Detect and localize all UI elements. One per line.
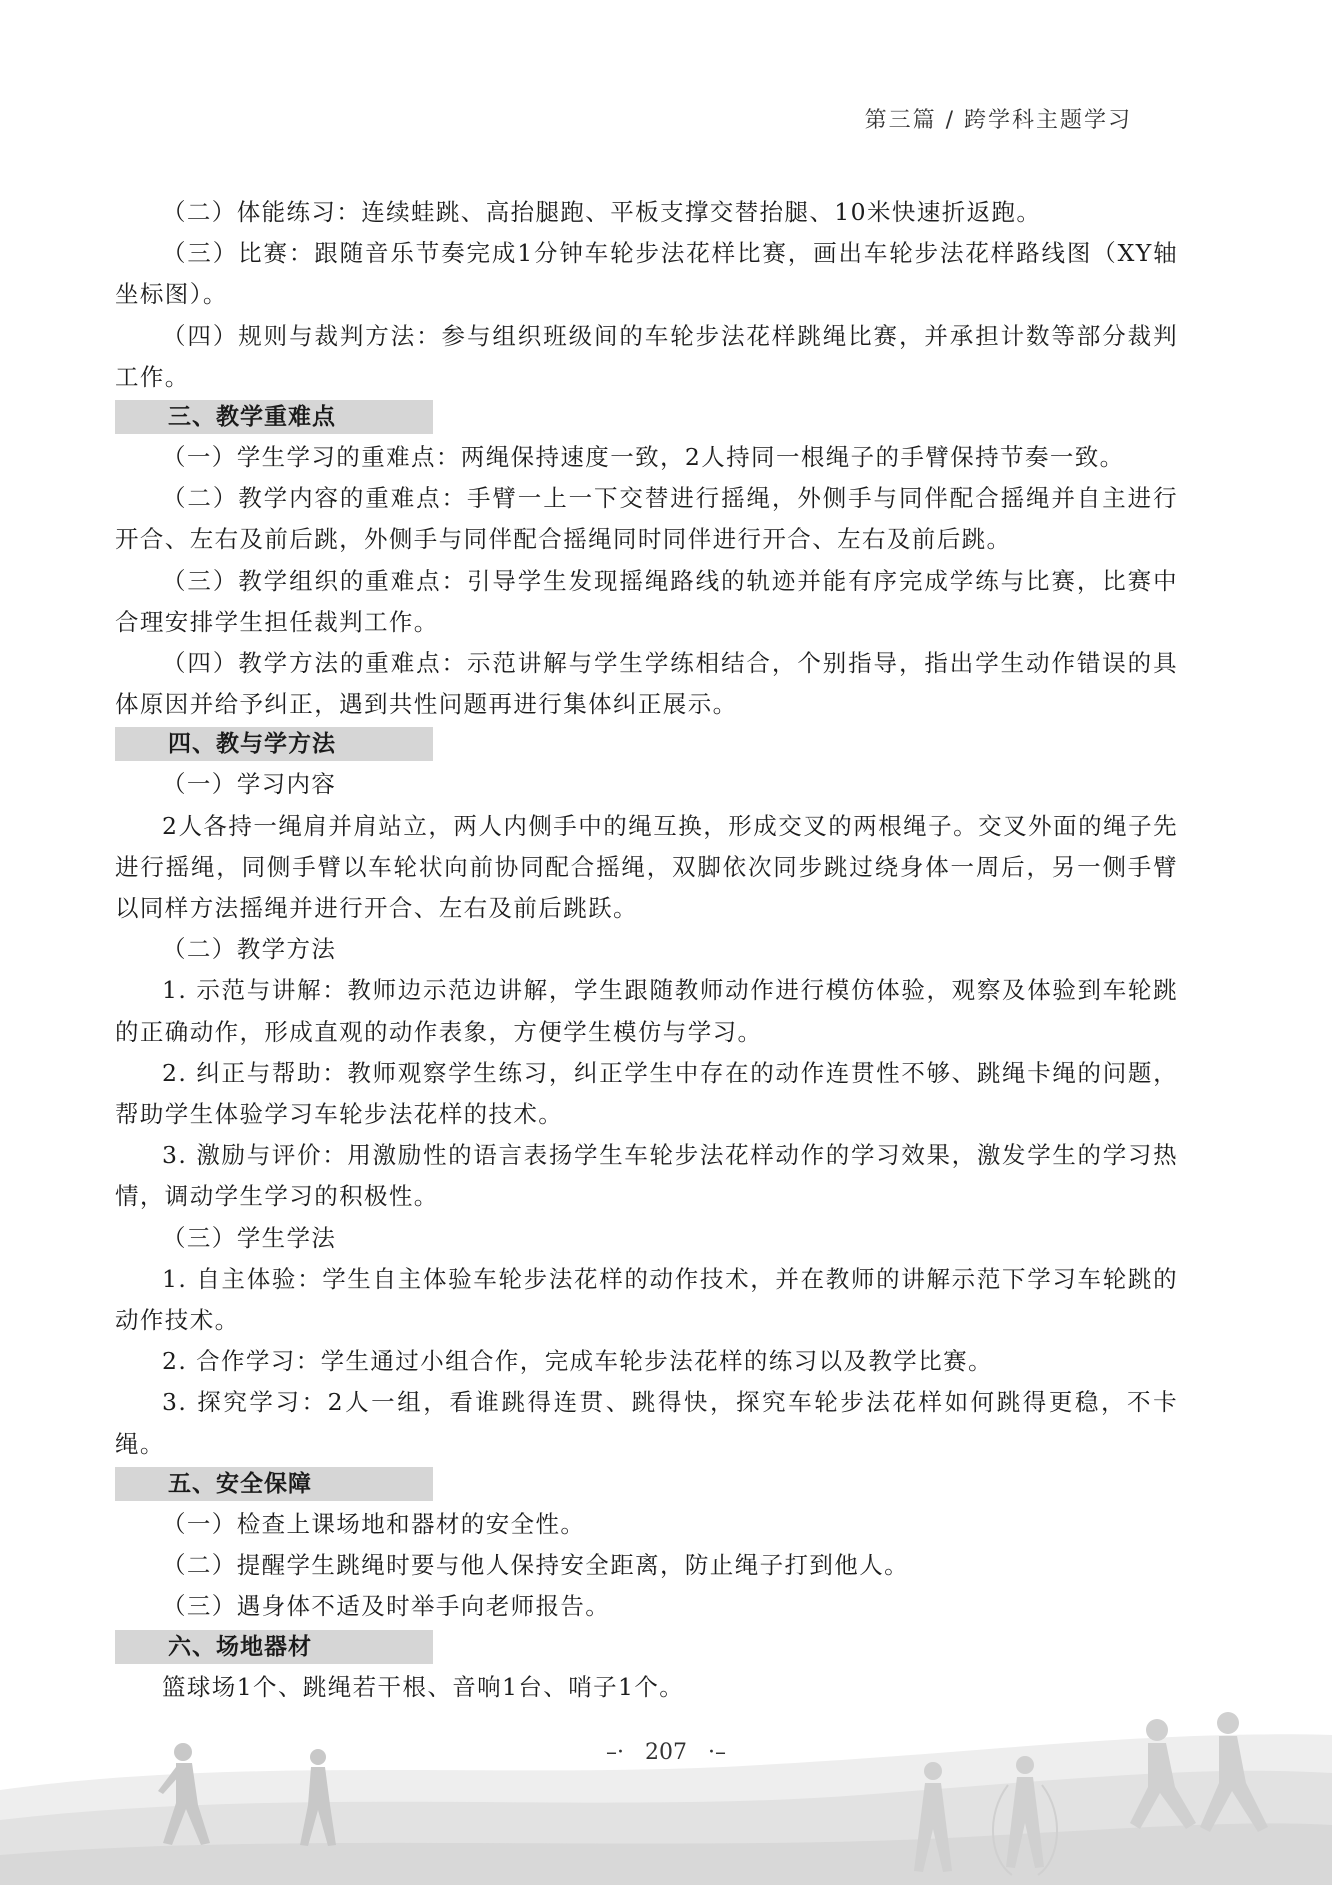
body-paragraph: 2人各持一绳肩并肩站立，两人内侧手中的绳互换，形成交叉的两根绳子。交叉外面的绳子先进行摇绳，同侧手臂以车轮状向前协同配合摇绳，双脚依次同步跳过绕身体一周后，另一侧手臂以同样方法摇绳并进行开合、左右及前后跳跃。 [115, 811, 1178, 923]
body-paragraph: （二）教学方法 [162, 935, 337, 964]
running-header: 第三篇 / 跨学科主题学习 [864, 108, 1132, 133]
body-paragraph: （三）教学组织的重难点：引导学生发现摇绳路线的轨迹并能有序完成学练与比赛，比赛中合理安排学生担任裁判工作。 [115, 566, 1178, 636]
body-paragraph: 1. 示范与讲解：教师边示范边讲解，学生跟随教师动作进行模仿体验，观察及体验到车轮跳的正确动作，形成直观的动作表象，方便学生模仿与学习。 [115, 976, 1178, 1046]
section-heading: 五、安全保障 [115, 1467, 433, 1501]
page-number-right-ornament: ·– [707, 1740, 726, 1765]
body-paragraph: 2. 合作学习：学生通过小组合作，完成车轮步法花样的练习以及教学比赛。 [162, 1347, 993, 1376]
footer-landscape-illustration [0, 1695, 1332, 1885]
body-paragraph: （三）学生学法 [162, 1223, 337, 1252]
section-heading: 四、教与学方法 [115, 727, 433, 761]
body-paragraph: 2. 纠正与帮助：教师观察学生练习，纠正学生中存在的动作连贯性不够、跳绳卡绳的问题，帮助学生体验学习车轮步法花样的技术。 [115, 1058, 1178, 1129]
body-paragraph: （三）比赛：跟随音乐节奏完成1分钟车轮步法花样比赛，画出车轮步法花样路线图（XY轴坐标图）。 [115, 239, 1178, 309]
body-paragraph: 篮球场1个、跳绳若干根、音响1台、哨子1个。 [162, 1672, 685, 1701]
body-paragraph: 3. 激励与评价：用激励性的语言表扬学生车轮步法花样动作的学习效果，激发学生的学习热情，调动学生学习的积极性。 [115, 1141, 1178, 1211]
body-paragraph: （一）学习内容 [162, 770, 337, 799]
section-heading: 六、场地器材 [115, 1630, 433, 1664]
page-number-value: 207 [645, 1740, 687, 1765]
body-paragraph: （二）体能练习：连续蛙跳、高抬腿跑、平板支撑交替抬腿、10米快速折返跑。 [162, 198, 1042, 226]
body-paragraph: （一）学生学习的重难点：两绳保持速度一致，2人持同一根绳子的手臂保持节奏一致。 [162, 443, 1125, 472]
body-paragraph: （二）教学内容的重难点：手臂一上一下交替进行摇绳，外侧手与同伴配合摇绳并自主进行开合、左右及前后跳，外侧手与同伴配合摇绳同时同伴进行开合、左右及前后跳。 [115, 484, 1178, 554]
body-paragraph: （一）检查上课场地和器材的安全性。 [162, 1509, 586, 1538]
body-paragraph: 1. 自主体验：学生自主体验车轮步法花样的动作技术，并在教师的讲解示范下学习车轮跳的动作技术。 [115, 1264, 1178, 1335]
page-body [115, 192, 1178, 1708]
body-paragraph: 3. 探究学习：2人一组，看谁跳得连贯、跳得快，探究车轮步法花样如何跳得更稳，不卡绳。 [115, 1388, 1178, 1458]
body-paragraph: （四）规则与裁判方法：参与组织班级间的车轮步法花样跳绳比赛，并承担计数等部分裁判工作。 [115, 321, 1178, 391]
body-paragraph: （二）提醒学生跳绳时要与他人保持安全距离，防止绳子打到他人。 [162, 1551, 909, 1580]
body-paragraph: （四）教学方法的重难点：示范讲解与学生学练相结合，个别指导，指出学生动作错误的具体原因并给予纠正，遇到共性问题再进行集体纠正展示。 [115, 649, 1178, 719]
footer-decoration [0, 1695, 1332, 1885]
section-heading: 三、教学重难点 [115, 400, 433, 434]
body-paragraph: （三）遇身体不适及时举手向老师报告。 [162, 1592, 611, 1621]
page-number [0, 1740, 1332, 1765]
page-number-left-ornament: –· [606, 1740, 625, 1765]
